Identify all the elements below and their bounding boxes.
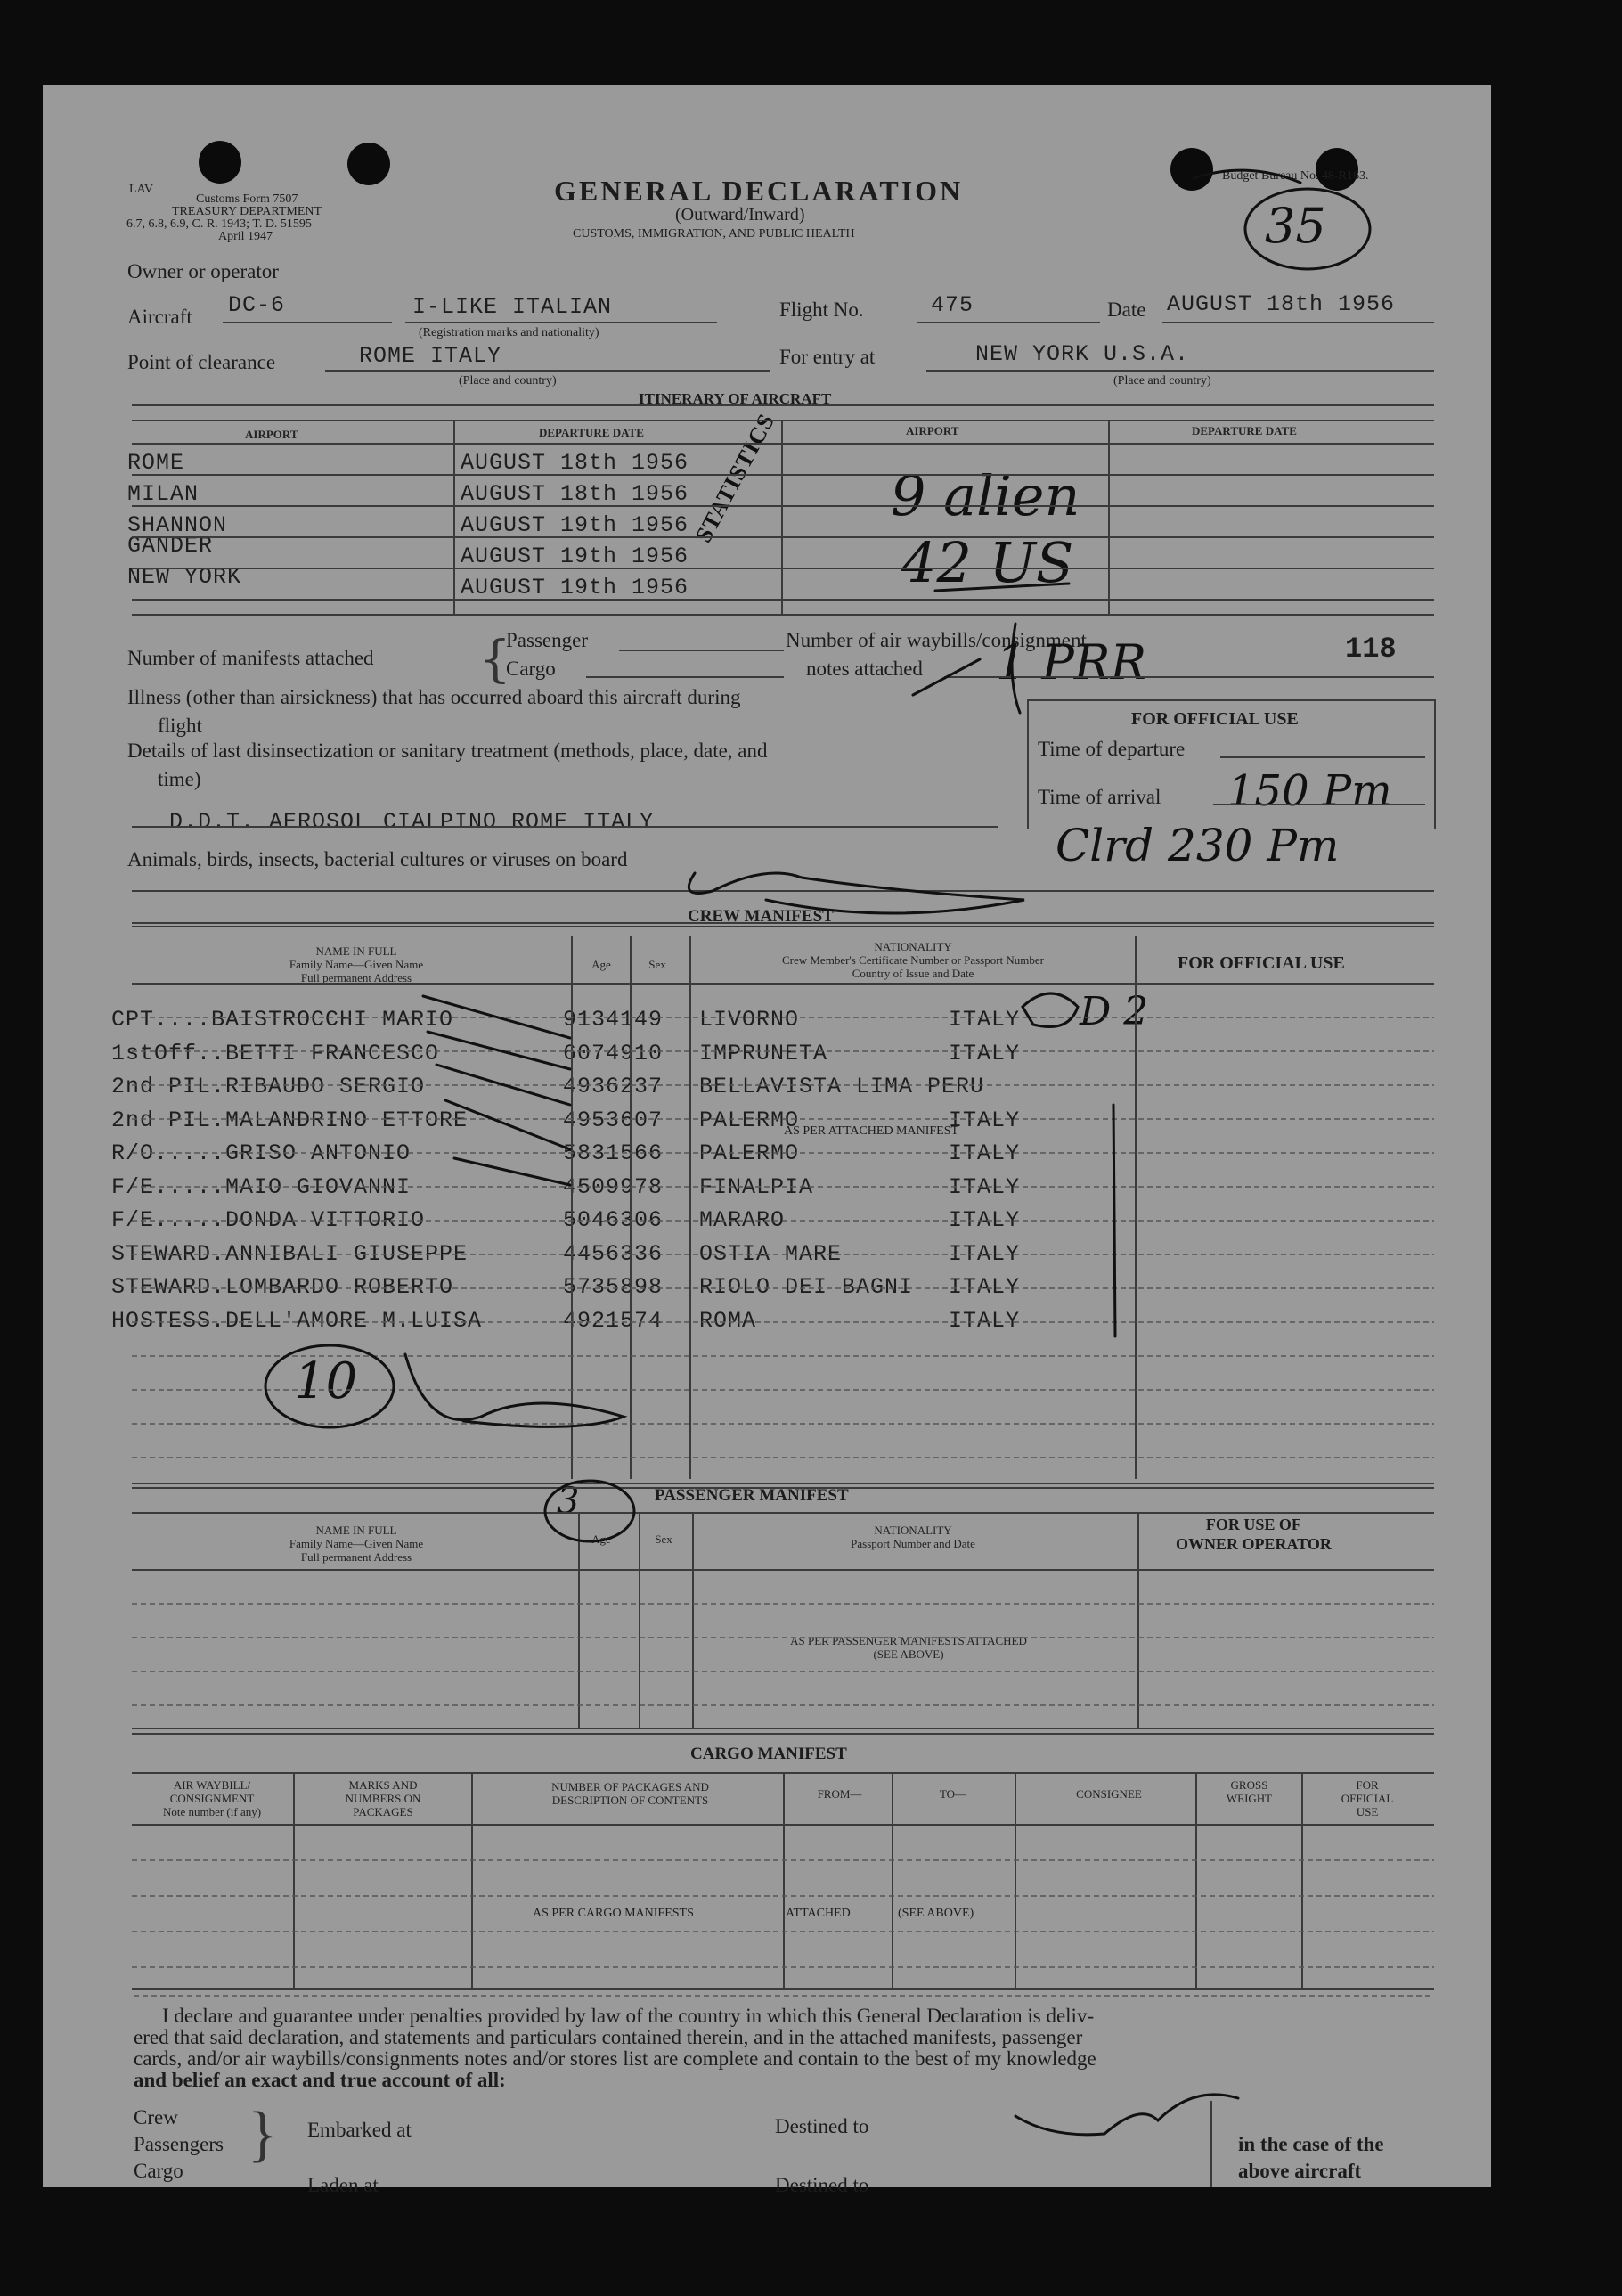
customs-form-number: Customs Form 7507 [196, 192, 298, 206]
waybills-value: 118 [1345, 633, 1397, 666]
cargo-col-from: FROM— [817, 1787, 862, 1801]
crew-nationality: ITALY [949, 1140, 1021, 1166]
passenger-manifest-heading: PASSENGER MANIFEST [655, 1486, 849, 1505]
aircraft-label: Aircraft [127, 306, 192, 328]
cargo-col-official: FOR OFFICIAL USE [1341, 1778, 1394, 1818]
crew-place: FINALPIA [699, 1174, 814, 1200]
cargo-label: Cargo [506, 658, 556, 680]
date-value: AUGUST 18th 1956 [1167, 291, 1396, 317]
crew-name: CPT....BAISTROCCHI MARIO [111, 1007, 454, 1033]
crew-col-official-use: FOR OFFICIAL USE [1178, 953, 1345, 973]
crew-name: 1stOff..BETTI FRANCESCO [111, 1041, 440, 1066]
crew-cert-number: 4953607 [563, 1107, 664, 1133]
crew-manifest-heading: CREW MANIFEST [688, 907, 834, 926]
itinerary-col-departure-2: DEPARTURE DATE [1192, 424, 1297, 437]
passenger-col-nationality: NATIONALITY Passport Number and Date [851, 1524, 975, 1550]
crew-col-age: Age [591, 958, 611, 971]
point-of-clearance-label: Point of clearance [127, 351, 276, 373]
cargo-col-marks: MARKS AND NUMBERS ON PACKAGES [345, 1778, 421, 1818]
crew-nationality: ITALY [949, 1241, 1021, 1267]
crew-cert-number: 4921574 [563, 1308, 664, 1334]
treasury-department: TREASURY DEPARTMENT [172, 205, 322, 218]
circled-page-number: 35 [1265, 198, 1326, 254]
itinerary-airport-5: NEW YORK [127, 564, 242, 590]
declaration-passengers-label: Passengers [134, 2133, 224, 2155]
itinerary-col-departure: DEPARTURE DATE [539, 426, 644, 439]
registration-caption: (Registration marks and nationality) [419, 326, 599, 339]
notes-attached-label: notes attached [806, 658, 923, 680]
crew-cert-number: 4456336 [563, 1241, 664, 1267]
date-label: Date [1107, 298, 1146, 321]
declaration-line-2: ered that said declaration, and statements and particulars contained therein, and in the attached manifests, passenger [134, 2026, 1083, 2048]
itinerary-date-5: AUGUST 19th 1956 [461, 575, 689, 601]
budget-bureau-number: Budget Bureau No. 48-R163. [1222, 169, 1369, 183]
crew-cert-number: 5046306 [563, 1207, 664, 1233]
flight-number-label: Flight No. [779, 298, 864, 321]
crew-cert-number: 6074910 [563, 1041, 664, 1066]
form-title: GENERAL DECLARATION [554, 175, 964, 207]
crew-col-name: NAME IN FULL Family Name—Given Name Full permanent Address [289, 944, 424, 985]
above-aircraft-label: above aircraft [1238, 2160, 1362, 2182]
handwritten-prr: 1 PRR [996, 634, 1147, 690]
cargo-col-waybill: AIR WAYBILL/ CONSIGNMENT Note number (if any) [162, 1778, 262, 1818]
crew-place: IMPRUNETA [699, 1041, 828, 1066]
declaration-line-1: I declare and guarantee under penalties provided by law of the country in which this General Declaration is deliv- [162, 2005, 1095, 2027]
handwritten-cleared-time: Clrd 230 Pm [1056, 820, 1340, 871]
case-of-aircraft-label: in the case of the [1238, 2133, 1384, 2155]
passenger-col-name: NAME IN FULL Family Name—Given Name Full permanent Address [289, 1524, 424, 1564]
crew-place: ROMA [699, 1308, 757, 1334]
crew-cert-number: 9134149 [563, 1007, 664, 1033]
crew-mark-d2: D 2 [1080, 989, 1149, 1034]
disinsectization-label: Details of last disinsectization or sanitary treatment (methods, place, date, and [127, 739, 768, 762]
crew-nationality: ITALY [949, 1308, 1021, 1334]
crew-name: STEWARD.ANNIBALI GIUSEPPE [111, 1241, 469, 1267]
crew-cert-number: 5735898 [563, 1274, 664, 1300]
manifests-brace: { [479, 631, 511, 689]
animals-label: Animals, birds, insects, bacterial cultures or viruses on board [127, 848, 628, 870]
crew-name: HOSTESS.DELL'AMORE M.LUISA [111, 1308, 483, 1334]
laden-at-label: Laden at [307, 2174, 379, 2196]
disinsectization-time-label: time) [158, 768, 201, 790]
registration-value: I-LIKE ITALIAN [412, 294, 613, 320]
cargo-note-manifests: AS PER CARGO MANIFESTS [533, 1907, 694, 1920]
crew-nationality: ITALY [949, 1207, 1021, 1233]
cargo-col-consignee: CONSIGNEE [1076, 1787, 1142, 1801]
itinerary-airport-3: SHANNON [127, 512, 228, 538]
official-use-heading: FOR OFFICIAL USE [1131, 709, 1299, 729]
declaration-line-3: cards, and/or air waybills/consignments notes and/or stores list are complete and contain to the best of my knowledge [134, 2047, 1096, 2070]
crew-place: BELLAVISTA LIMA PERU [699, 1074, 985, 1099]
itinerary-col-airport: AIRPORT [245, 428, 298, 441]
crew-place: MARARO [699, 1207, 786, 1233]
itinerary-airport-1: ROME [127, 450, 185, 476]
manifests-attached-label: Number of manifests attached [127, 647, 374, 669]
crew-place: PALERMO [699, 1140, 800, 1166]
form-subtitle-agencies: CUSTOMS, IMMIGRATION, AND PUBLIC HEALTH [573, 227, 855, 241]
crew-nationality: ITALY [949, 1107, 1021, 1133]
crew-circled-count: 10 [294, 1352, 358, 1410]
disinsectization-value: D.D.T. AEROSOL CIALPINO ROME ITALY [169, 809, 655, 835]
itinerary-airport-4: GANDER [127, 533, 214, 559]
itinerary-date-4: AUGUST 19th 1956 [461, 543, 689, 569]
handwritten-arrival-time: 150 Pm [1227, 766, 1392, 816]
passenger-attached-note: AS PER PASSENGER MANIFESTS ATTACHED (SEE ABOVE) [790, 1634, 1027, 1661]
passenger-col-age: Age [591, 1532, 611, 1546]
itinerary-date-3: AUGUST 19th 1956 [461, 512, 689, 538]
crew-place: OSTIA MARE [699, 1241, 843, 1267]
declaration-cargo-label: Cargo [134, 2160, 183, 2182]
crew-name: F/E.....MAIO GIOVANNI [111, 1174, 412, 1200]
form-date: April 1947 [218, 230, 273, 243]
time-of-arrival-label: Time of arrival [1038, 786, 1161, 808]
destined-to-cargo-label: Destined to [775, 2174, 869, 2196]
point-of-clearance-value: ROME ITALY [359, 343, 502, 369]
passenger-label: Passenger [506, 629, 588, 651]
embarked-at-label: Embarked at [307, 2119, 412, 2141]
crew-nationality: ITALY [949, 1007, 1021, 1033]
entry-at-value: NEW YORK U.S.A. [975, 341, 1190, 367]
itinerary-airport-2: MILAN [127, 481, 200, 507]
crew-place: PALERMO [699, 1107, 800, 1133]
passenger-circled-number: 3 [557, 1481, 580, 1522]
declaration-line-4: and belief an exact and true account of all: [134, 2069, 506, 2091]
crew-place: LIVORNO [699, 1007, 800, 1033]
regulation-refs: 6.7, 6.8, 6.9, C. R. 1943; T. D. 51595 [126, 217, 312, 231]
declaration-brace: } [248, 2100, 278, 2169]
illness-label: Illness (other than airsickness) that has occurred aboard this aircraft during [127, 686, 741, 708]
time-of-departure-label: Time of departure [1038, 738, 1186, 760]
crew-attached-note: AS PER ATTACHED MANIFEST [784, 1124, 959, 1138]
crew-name: R/O.....GRISO ANTONIO [111, 1140, 412, 1166]
itinerary-col-airport-2: AIRPORT [906, 424, 959, 437]
owner-operator-label: Owner or operator [127, 260, 279, 282]
passenger-col-sex: Sex [655, 1532, 672, 1546]
cargo-note-attached: ATTACHED [786, 1907, 851, 1920]
crew-name: STEWARD.LOMBARDO ROBERTO [111, 1274, 454, 1300]
entry-at-label: For entry at [779, 346, 876, 368]
place-caption: (Place and country) [459, 374, 557, 388]
handwritten-aliens-count: 9 alien [891, 463, 1080, 528]
crew-name: F/E.....DONDA VITTORIO [111, 1207, 426, 1233]
cargo-col-weight: GROSS WEIGHT [1226, 1778, 1273, 1805]
itinerary-date-1: AUGUST 18th 1956 [461, 450, 689, 476]
handwritten-us-count: 42 US [901, 530, 1074, 595]
crew-cert-number: 4936237 [563, 1074, 664, 1099]
passenger-col-owner-use: FOR USE OF OWNER OPERATOR [1176, 1516, 1332, 1553]
destined-to-label: Destined to [775, 2115, 869, 2137]
form-code: LAV [129, 183, 153, 196]
place-caption-entry: (Place and country) [1113, 374, 1211, 388]
itinerary-heading: ITINERARY OF AIRCRAFT [639, 390, 832, 407]
aircraft-type-value: DC-6 [228, 292, 286, 318]
crew-nationality: ITALY [949, 1041, 1021, 1066]
crew-name: 2nd PIL.RIBAUDO SERGIO [111, 1074, 426, 1099]
crew-nationality: ITALY [949, 1274, 1021, 1300]
crew-cert-number: 5831566 [563, 1140, 664, 1166]
waybills-label: Number of air waybills/consignment [786, 629, 1087, 651]
crew-col-sex: Sex [648, 958, 666, 971]
cargo-col-packages: NUMBER OF PACKAGES AND DESCRIPTION OF CONTENTS [551, 1780, 709, 1807]
crew-col-nationality: NATIONALITY Crew Member's Certificate Number or Passport Number Country of Issue and Date [781, 940, 1045, 980]
crew-nationality: ITALY [949, 1174, 1021, 1200]
cargo-manifest-heading: CARGO MANIFEST [690, 1744, 847, 1763]
form-subtitle: (Outward/Inward) [675, 205, 805, 225]
itinerary-date-2: AUGUST 18th 1956 [461, 481, 689, 507]
declaration-crew-label: Crew [134, 2106, 178, 2128]
flight-number-value: 475 [931, 292, 974, 318]
cargo-col-to: TO— [939, 1787, 967, 1801]
crew-place: RIOLO DEI BAGNI [699, 1274, 914, 1300]
crew-cert-number: 4509978 [563, 1174, 664, 1200]
cargo-note-see-above: (SEE ABOVE) [898, 1907, 974, 1920]
crew-name: 2nd PIL.MALANDRINO ETTORE [111, 1107, 469, 1133]
illness-flight-label: flight [158, 715, 202, 737]
statistics-stamp: STATISTICS [690, 409, 780, 547]
